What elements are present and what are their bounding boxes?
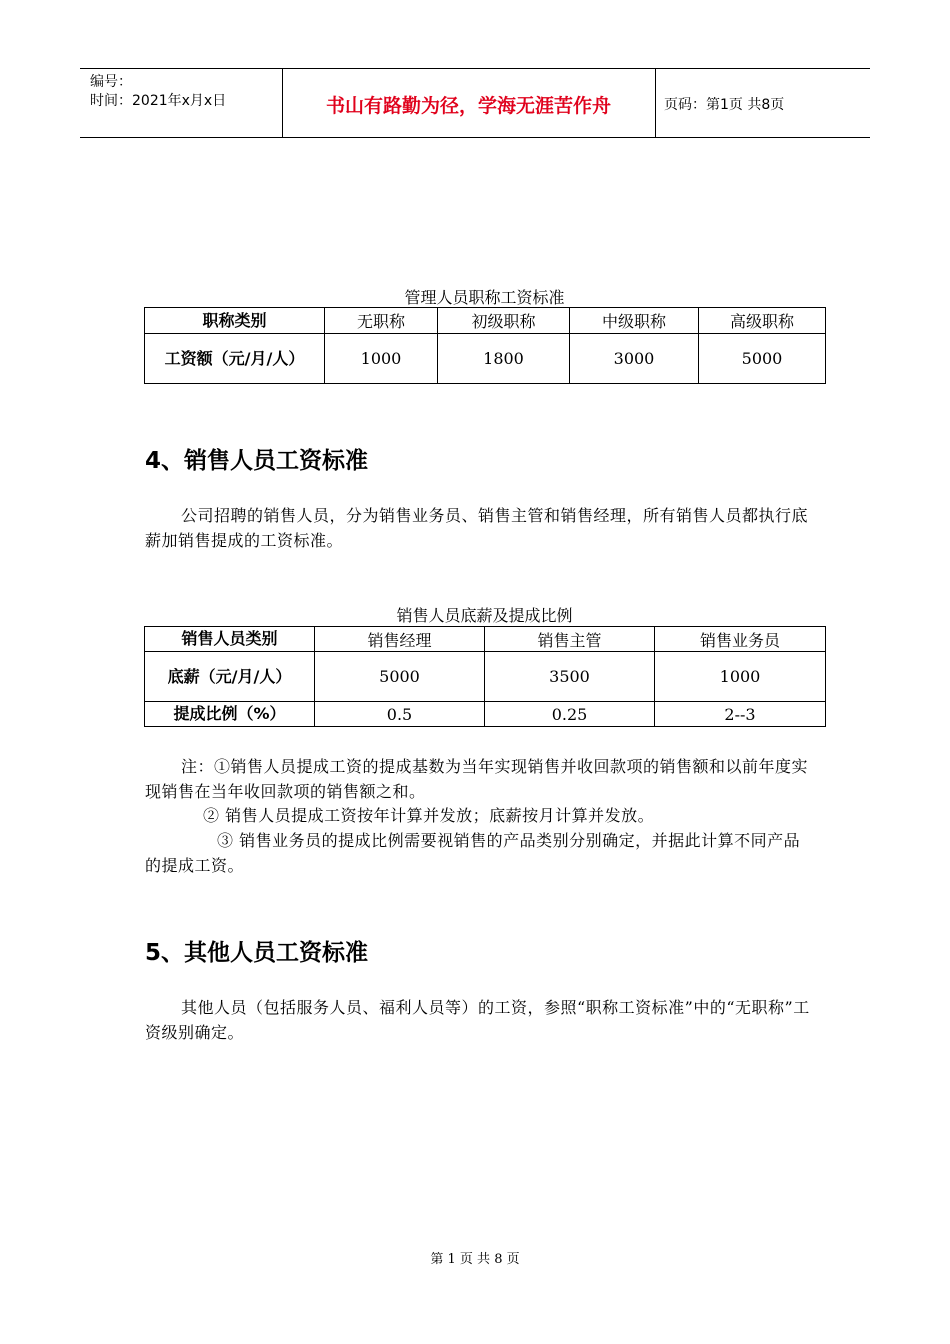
table-row bbox=[145, 334, 826, 384]
table-cell: 5000 bbox=[699, 334, 826, 384]
header-motto: 书山有路勤为径，学海无涯苦作舟 bbox=[325, 95, 611, 117]
table1-caption: 管理人员职称工资标准 bbox=[404, 288, 565, 307]
table-header-cell: 销售人员类别 bbox=[145, 627, 315, 652]
table-cell: 0.5 bbox=[315, 702, 485, 727]
note-3: ③ 销售业务员的提成比例需要视销售的产品类别分别确定，并据此计算不同产品的提成工资。 bbox=[145, 831, 801, 875]
row-label-cell: 底薪（元/月/人） bbox=[145, 652, 315, 702]
table-cell: 5000 bbox=[315, 652, 485, 702]
sales-salary-table bbox=[144, 626, 826, 727]
table-header-cell: 中级职称 bbox=[570, 308, 699, 334]
table-cell: 1000 bbox=[325, 334, 438, 384]
table-header-cell: 销售经理 bbox=[315, 627, 485, 652]
section-heading: 5、其他人员工资标准 bbox=[145, 940, 369, 966]
time-label: 时间：2021年x月x日 bbox=[90, 93, 227, 109]
page-footer: 第 1 页 共 8 页 bbox=[430, 1252, 520, 1267]
table-row bbox=[145, 308, 826, 334]
table-header-cell: 无职称 bbox=[325, 308, 438, 334]
table-header-cell: 销售主管 bbox=[485, 627, 655, 652]
section4-intro: 公司招聘的销售人员，分为销售业务员、销售主管和销售经理，所有销售人员都执行底薪加销售提成的工资标准。 bbox=[145, 506, 809, 550]
table-header-cell: 职称类别 bbox=[145, 308, 325, 334]
table2-caption: 销售人员底薪及提成比例 bbox=[396, 606, 573, 625]
table-cell: 3000 bbox=[570, 334, 699, 384]
table-cell: 2--3 bbox=[655, 702, 826, 727]
serial-label: 编号： bbox=[90, 74, 132, 90]
header-meta bbox=[90, 73, 226, 111]
table-row bbox=[145, 627, 826, 652]
table-cell: 1000 bbox=[655, 652, 826, 702]
header-page-label: 页码：第1页 共8页 bbox=[664, 97, 785, 113]
note-2: ② 销售人员提成工资按年计算并发放；底薪按月计算并发放。 bbox=[203, 806, 655, 825]
table-row bbox=[145, 702, 826, 727]
table-cell: 0.25 bbox=[485, 702, 655, 727]
row-label-cell: 工资额（元/月/人） bbox=[145, 334, 325, 384]
header-divider bbox=[655, 69, 656, 137]
table-header-cell: 高级职称 bbox=[699, 308, 826, 334]
table-row bbox=[145, 652, 826, 702]
table-header-cell: 销售业务员 bbox=[655, 627, 826, 652]
table-header-cell: 初级职称 bbox=[438, 308, 570, 334]
table-cell: 3500 bbox=[485, 652, 655, 702]
section-heading: 4、销售人员工资标准 bbox=[145, 448, 369, 474]
row-label-cell: 提成比例（%） bbox=[145, 702, 315, 727]
table-cell: 1800 bbox=[438, 334, 570, 384]
note-1: 注：①销售人员提成工资的提成基数为当年实现销售并收回款项的销售额和以前年度实现销售在当年收回款项的销售额之和。 bbox=[145, 757, 809, 801]
section5-body: 其他人员（包括服务人员、福利人员等）的工资，参照“职称工资标准”中的“无职称”工资级别确定。 bbox=[145, 998, 810, 1042]
document-header bbox=[80, 68, 870, 138]
title-salary-table bbox=[144, 307, 826, 384]
